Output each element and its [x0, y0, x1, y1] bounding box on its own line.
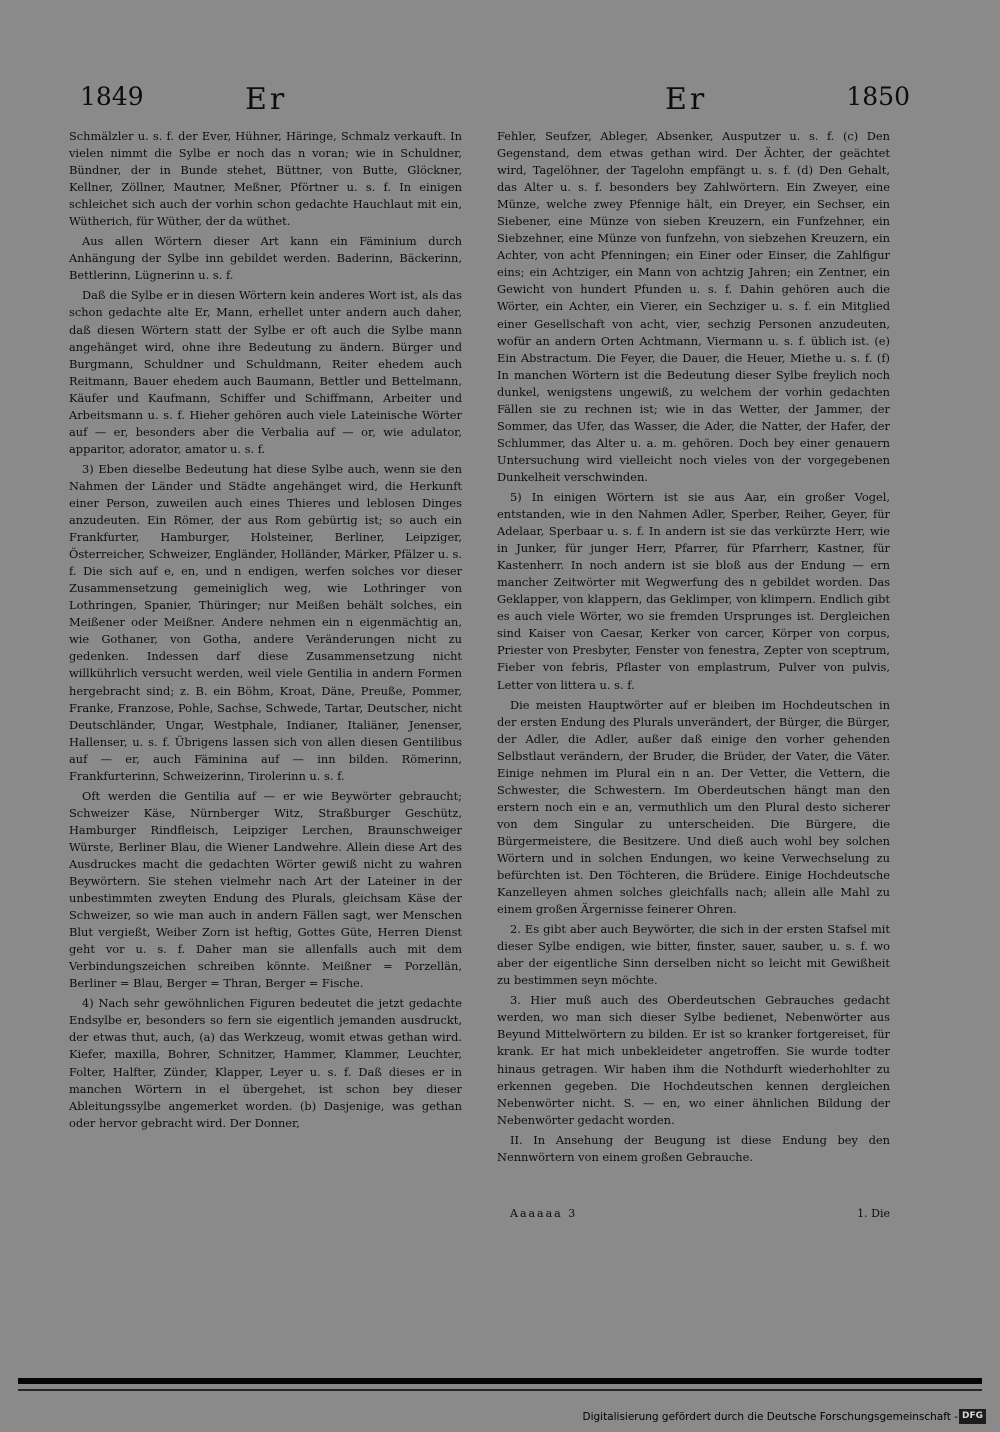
- paragraph: Aus allen Wörtern dieser Art kann ein Fäminium durch Anhängung der Sylbe inn gebildet werden. Baderinn, Bäckerinn, Bettlerinn, Lügnerinn u. s. f.: [69, 234, 462, 283]
- paragraph: II. In Ansehung der Beugung ist diese Endung bey den Nennwörtern von einem großen Gebrauche.: [497, 1132, 890, 1164]
- digitization-credit: Digitalisierung gefördert durch die Deutsche Forschungsgemeinschaft -: [582, 1411, 958, 1423]
- scan-border-rule: [18, 1378, 982, 1384]
- scan-border-rule-thin: [18, 1389, 982, 1391]
- paragraph: Fehler, Seufzer, Ableger, Absenker, Ausputzer u. s. f. (c) Den Gegenstand, dem etwas gethan wird. Der Ächter, der geächtet wird, Tagelöhner, der Tagelohn empfängt u. s. f. (d) Den Gehalt, das Alter u. s. f. besonders bey Zahlwörtern. Ein Zweyer, eine Münze, welche zwey Pfennige hält, ein Dreyer, ein Sechser, ein Siebener, eine Münze von sieben Kreuzern, ein Funfzehner, ein Siebzehner, eine Münze von funfzehn, von siebzehen Kreuzern, ein Achter, von acht Pfenningen; ein Einer oder Einser, die Zahlfigur eins; ein Achtziger, ein Mann von achtzig Jahren; ein Zentner, ein Gewicht von hundert Pfunden u. s. f. Dahin gehören auch die Wörter, ein Achter, ein Vierer, ein Sechziger u. s. f. ein Mitglied einer Gesellschaft von acht, vier, sechzig Personen anzudeuten, wofür an andern Orten Achtmann, Viermann u. s. f. üblich ist. (e) Ein Abstractum. Die Feyer, die Dauer, die Heuer, Miethe u. s. f. (f) In manchen Wörtern ist die Bedeutung dieser Sylbe freylich noch dunkel, wenigstens ungewiß, zu welchem der vorhin gedachten Fällen sie zu rechnen ist; wie in das Wetter, der Jammer, der Sommer, das Ufer, das Wasser, die Ader, die Natter, der Hafer, der Schlummer, das Alter u. a. m. gehören. Doch bey einer genauern Untersuchung wird vielleicht noch vieles von der vorgegebenen Dunkelheit verschwinden.: [497, 129, 890, 484]
- catchword: 1. Die: [857, 1207, 890, 1220]
- paragraph: Die meisten Hauptwörter auf er bleiben im Hochdeutschen in der ersten Endung des Plurals unverändert, der Bürger, die Bürger, der Adler, die Adler, außer daß einige den vorher gehenden Selbstlaut verändern, der Bruder, die Brüder, der Vater, die Väter. Einige nehmen im Plural ein n an. Der Vetter, die Vettern, die Schwester, die Schwestern. Im Oberdeutschen hängt man den erstern noch ein e an, vermuthlich um den Plural desto sicherer von dem Singular zu unterscheiden. Die Bürgere, die Bürgermeistere, die Besitzere. Und dieß auch wohl bey solchen Wörtern und in solchen Endungen, wo keine Verwechselung zu befürchten ist. Den Töchteren, die Brüdere. Einige Hochdeutsche Kanzelleyen ahmen solches gleichfalls nach; allein alle Mahl zu einem großen Ärgernisse feinerer Ohren.: [497, 697, 890, 917]
- paragraph: Schmälzler u. s. f. der Ever, Hühner, Häringe, Schmalz verkauft. In vielen nimmt die Sylbe er noch das n voran; wie in Schuldner, Bündner, der in Bunde stehet, Büttner, von Butte, Glöckner, Kellner, Zöllner, Mautner, Meßner, Pförtner u. s. f. In einigen schleichet sich auch der vorhin schon gedachte Hauchlaut mit ein, Wütherich, für Wüther, der da wüthet.: [69, 129, 462, 229]
- paragraph: Oft werden die Gentilia auf — er wie Beywörter gebraucht; Schweizer Käse, Nürnberger Witz, Straßburger Geschütz, Hamburger Rindfleisch, Leipziger Lerchen, Braunschweiger Würste, Berliner Blau, die Wiener Landwehre. Allein diese Art des Ausdruckes macht die gedachten Wörter gewiß nicht zu wahren Beywörtern. Sie stehen vielmehr nach Art der Lateiner in der unbestimmten zweyten Endung des Plurals, gleichsam Käse der Schweizer, so wie man auch in andern Fällen sagt, wer Menschen Blut vergießt, Weiber Zorn ist heftig, Gottes Güte, Herren Dienst geht vor u. s. f. Daher man sie allenfalls auch mit dem Verbindungszeichen schreiben könnte. Meißner = Porzellän, Berliner = Blau, Berger = Thran, Berger = Fische.: [69, 788, 462, 991]
- paragraph: 5) In einigen Wörtern ist sie aus Aar, ein großer Vogel, entstanden, wie in den Nahmen Adler, Sperber, Reiher, Geyer, für Adelaar, Sperbaar u. s. f. In andern ist sie das verkürzte Herr, wie in Junker, für junger Herr, Pfarrer, für Pfarrherr, Kastner, für Kastenherr. In noch andern ist sie bloß aus der Endung — ern mancher Zeitwörter mit Wegwerfung des n gebildet worden. Das Geklapper, von klappern, das Geklimper, von klimpern. Endlich gibt es auch viele Wörter, wo sie fremden Ursprunges ist. Dergleichen sind Kaiser von Caesar, Kerker von carcer, Körper von corpus, Priester von Presbyter, Fenster von fenestra, Zepter von sceptrum, Fieber von febris, Pflaster von emplastrum, Pulver von pulvis, Letter von littera u. s. f.: [497, 489, 890, 692]
- page-header: [80, 82, 910, 128]
- paragraph: 3. Hier muß auch des Oberdeutschen Gebrauches gedacht werden, wo man sich dieser Sylbe bedienet, Nebenwörter aus Beyund Mittelwörtern zu bilden. Er ist so kranker fortgereiset, für krank. Er hat mich unbekleideter angetroffen. Sie wurde todter hinaus getragen. Wir haben ihm die Nothdurft wiederhohlter zu erkennen gegeben. Die Hochdeutschen kennen dergleichen Nebenwörter nicht. S. — en, wo einer ähnlichen Bildung der Nebenwörter gedacht worden.: [497, 993, 890, 1127]
- running-head-left: Er: [245, 82, 288, 117]
- paragraph: 3) Eben dieselbe Bedeutung hat diese Sylbe auch, wenn sie den Nahmen der Länder und Städte angehänget wird, die Herkunft einer Person, zuweilen auch eines Thieres und leblosen Dinges anzudeuten. Ein Römer, der aus Rom gebürtig ist; so auch ein Frankfurter, Hamburger, Holsteiner, Berliner, Leipziger, Österreicher, Schweizer, Engländer, Holländer, Märker, Pfälzer u. s. f. Die sich auf e, en, und n endigen, werfen solches vor dieser Zusammensetzung gemeiniglich weg, wie Lothringer von Lothringen, Spanier, Thüringer; nur Meißen behält solches, ein Meißener oder Meißner. Andere nehmen ein n eigenmächtig an, wie Gothaner, von Gotha, andere Veränderungen nicht zu gedenken. Indessen darf diese Zusammensetzung nicht willkührlich versucht werden, weil viele Gentilia in andern Formen hergebracht sind; z. B. ein Böhm, Kroat, Däne, Preuße, Pommer, Franke, Franzose, Pohle, Sachse, Schwede, Tartar, Deutscher, nicht Deutschländer, Ungar, Westphale, Indianer, Italiäner, Jenenser, Hallenser, u. s. f. Übrigens lassen sich von allen diesen Gentilibus auf — er, auch Fäminina auf — inn bilden. Römerinn, Frankfurterinn, Schweizerinn, Tirolerinn u. s. f.: [69, 461, 462, 783]
- paragraph: 4) Nach sehr gewöhnlichen Figuren bedeutet die jetzt gedachte Endsylbe er, besonders so fern sie eigentlich jemanden ausdruckt, der etwas thut, auch, (a) das Werkzeug, womit etwas gethan wird. Kiefer, maxilla, Bohrer, Schnitzer, Hammer, Klammer, Leuchter, Folter, Halfter, Zünder, Klapper, Leyer u. s. f. Daß dieses er in manchen Wörtern in el übergehet, ist schon bey dieser Ableitungssylbe angemerket worden. (b) Dasjenige, was gethan oder hervor gebracht wird. Der Donner,: [69, 996, 462, 1130]
- right-column: [497, 128, 890, 1169]
- left-column: [69, 128, 462, 1135]
- running-head-right: Er: [665, 82, 708, 117]
- paragraph: Daß die Sylbe er in diesen Wörtern kein anderes Wort ist, als das schon gedachte alte Er, Mann, erhellet unter andern auch daher, daß diesen Wörtern statt der Sylbe er oft auch die Sylbe mann angehänget wird, ohne ihre Bedeutung zu ändern. Bürger und Burgmann, Schuldner und Schuldmann, Reiter ehedem auch Reitmann, Bauer ehedem auch Baumann, Bettler und Bettelmann, Käufer und Kaufmann, Schiffer und Schiffmann, Arbeiter und Arbeitsmann u. s. f. Hieher gehören auch viele Lateinische Wörter auf — er, besonders aber die Verbalia auf — or, wie adulator, apparitor, adorator, amator u. s. f.: [69, 288, 462, 456]
- signature-mark: Aaaaaa 3: [510, 1207, 578, 1220]
- paragraph: 2. Es gibt aber auch Beywörter, die sich in der ersten Stafsel mit dieser Sylbe endigen, wie bitter, finster, sauer, sauber, u. s. f. wo aber der eigentliche Sinn derselben nicht so leicht mit Gewißheit zu bestimmen seyn möchte.: [497, 922, 890, 988]
- page-number-left: 1849: [80, 82, 144, 111]
- dfg-logo: DFG: [959, 1409, 986, 1424]
- page-number-right: 1850: [846, 82, 910, 111]
